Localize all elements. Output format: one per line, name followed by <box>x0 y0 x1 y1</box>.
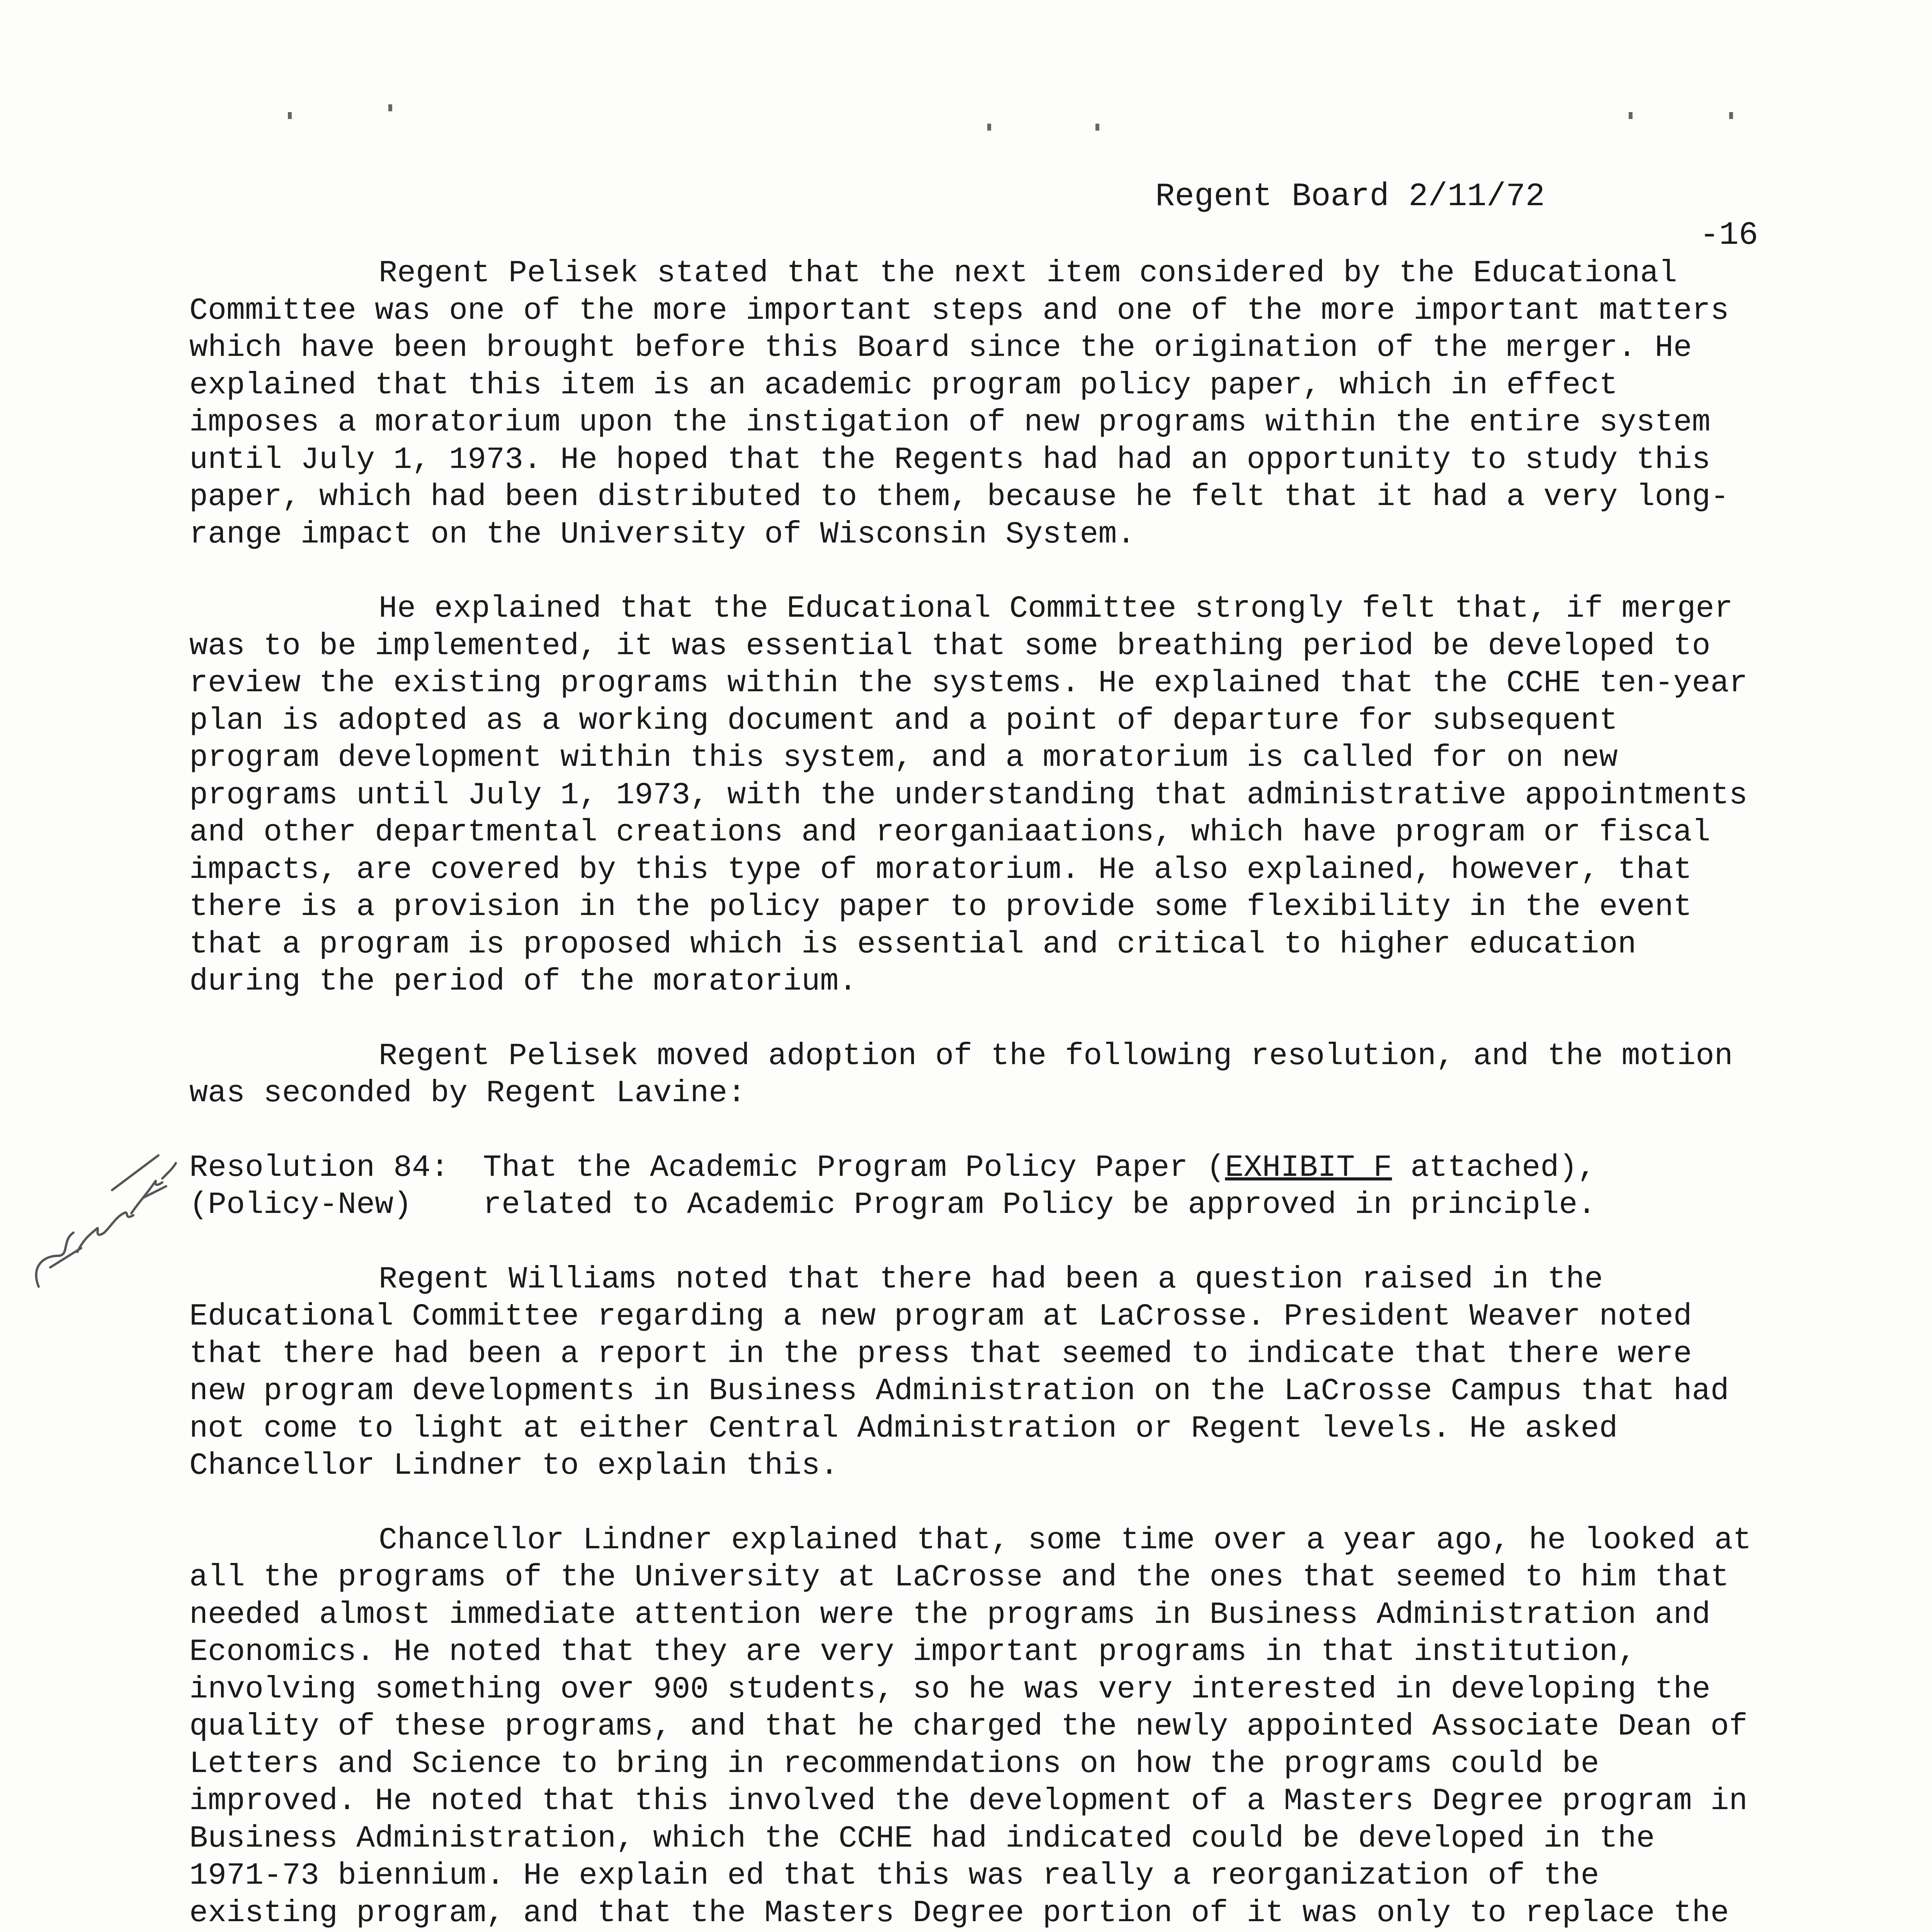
document-body <box>189 255 1758 1932</box>
resolution-text-line1 <box>483 1150 1758 1187</box>
header-title: Regent Board 2/11/72 <box>1155 179 1545 215</box>
paragraph <box>189 255 1758 553</box>
resolution-block <box>189 1150 1758 1224</box>
exhibit-reference: EXHIBIT F <box>1225 1150 1392 1185</box>
resolution-sublabel: (Policy-New) <box>189 1187 412 1223</box>
handwritten-margin-note-icon <box>15 1140 185 1302</box>
paragraph-text: Regent Williams noted that there had been a question raised in the Educational Committee regarding a new program at LaCrosse. President Weaver noted that there had been a report in the press that seemed to indicate that there were new program developments in Business Administration on the LaCrosse Campus that had not come to light at either Central Administration or Regent levels. He asked Chancellor Lindner to explain this. <box>189 1262 1729 1483</box>
paragraph-text: He explained that the Educational Committee strongly felt that, if merger was to be implemented, it was essential that some breathing period be developed to review the existing programs within the systems. He explained that the CCHE ten-year plan is adopted as a working document and a point of departure for subsequent program development within this system, and a moratorium is called for on new programs until July 1, 1973, with the understanding that administrative appointments and other departmental creations and reorganiaations, which have program or fiscal impacts, are covered by this type of moratorium. He also explained, however, that there is a provision in the policy paper to provide some flexibility in the event that a program is proposed which is essential and critical to higher education during the period of the moratorium. <box>189 591 1748 999</box>
resolution-label: Resolution 84: <box>189 1150 449 1185</box>
scan-speck <box>388 104 392 111</box>
paragraph <box>189 1261 1758 1485</box>
resolution-text-after: attached), <box>1392 1150 1596 1185</box>
paragraph-text: Chancellor Lindner explained that, some time over a year ago, he looked at all the programs of the University at LaCrosse and the ones that seemed to him that needed almost immediate attention were the programs in Business Administration and Economics. He noted that they are very important programs in that institution, involving something over 900 students, so he was very interested in developing the quality of these programs, and that he charged the newly appointed Associate Dean of Letters and Science to bring in recommendations on how the programs could be improved. He noted that this involved the development of a Masters Degree program in Business Administration, which the CCHE had indicated could be developed in the 1971-73 biennium. He explain ed that this was really a reorganization of the existing program, and that the Masters Degree portion of it was only to replace the <box>189 1522 1752 1931</box>
resolution-text-before: That the Academic Program Policy Paper ( <box>483 1150 1225 1185</box>
resolution-text-line2: related to Academic Program Policy be approved in principle. <box>483 1187 1596 1223</box>
paragraph-text: Regent Pelisek stated that the next item considered by the Educational Committee was one of the more important steps and one of the more important matters which have been brought before this Board since the origination of the merger. He explained that this item is an academic program policy paper, which in effect imposes a moratorium upon the instigation of new programs within the entire system until July 1, 1973. He hoped that the Regents had had an opportunity to study this paper, which had been distributed to them, because he felt that it had a very long-range impact on the University of Wisconsin System. <box>189 256 1729 552</box>
paragraph <box>189 1038 1758 1112</box>
paragraph <box>189 590 1758 1001</box>
paragraph <box>189 1522 1758 1932</box>
scan-speck <box>288 112 292 119</box>
paragraph-text: Regent Pelisek moved adoption of the following resolution, and the motion was seconded by Regent Lavine: <box>189 1038 1733 1111</box>
scan-speck <box>1095 124 1099 131</box>
scan-speck <box>1729 112 1733 119</box>
scan-speck <box>987 124 991 131</box>
scan-speck <box>1629 112 1633 119</box>
header-page-ref: -16 <box>1699 217 1758 254</box>
